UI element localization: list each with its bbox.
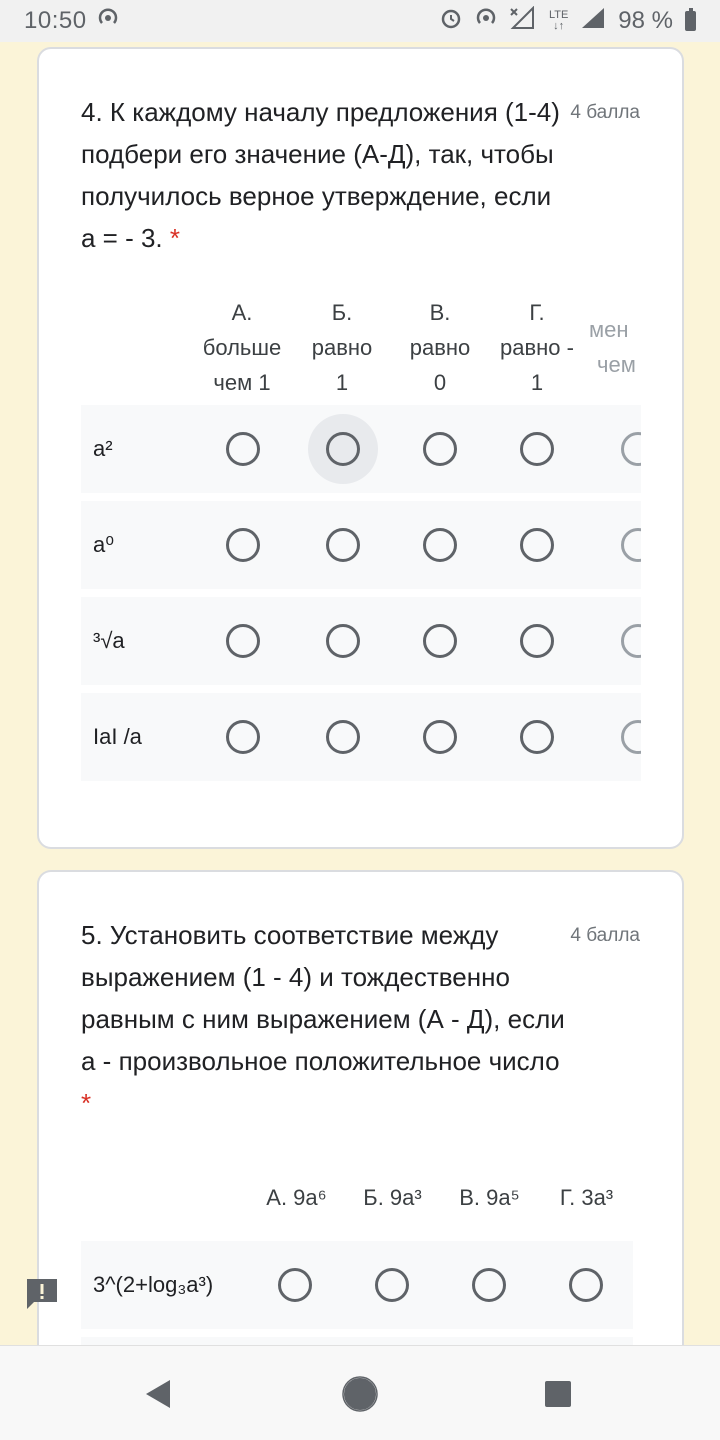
radio-row2-g[interactable] bbox=[520, 528, 554, 562]
radio-row1-g[interactable] bbox=[569, 1268, 603, 1302]
column-header-v: В. равно 0 bbox=[409, 300, 471, 395]
radio-clip bbox=[621, 720, 641, 756]
alarm-icon bbox=[439, 6, 463, 37]
radio-row3-a[interactable] bbox=[226, 624, 260, 658]
radio-row1-d[interactable] bbox=[621, 432, 641, 466]
grid-row-1 bbox=[81, 1241, 633, 1329]
column-header-g: Г. 3a³ bbox=[559, 1185, 614, 1210]
radio-row4-v[interactable] bbox=[423, 720, 457, 754]
required-mark: * bbox=[81, 1088, 92, 1118]
radio-row4-a[interactable] bbox=[226, 720, 260, 754]
grid-row-1 bbox=[81, 405, 641, 493]
radio-clip bbox=[621, 528, 641, 564]
no-signal-icon bbox=[509, 6, 537, 37]
radio-row1-b[interactable] bbox=[375, 1268, 409, 1302]
question-5-points: 4 балла bbox=[570, 925, 640, 946]
recents-icon[interactable] bbox=[538, 1374, 578, 1414]
hotspot-icon bbox=[97, 7, 119, 36]
radio-row4-b[interactable] bbox=[326, 720, 360, 754]
signal-icon bbox=[580, 6, 606, 37]
column-header-a: А. больше чем 1 bbox=[202, 300, 282, 395]
radio-row1-a[interactable] bbox=[226, 432, 260, 466]
column-header-g: Г. равно - 1 bbox=[500, 300, 574, 395]
battery-text: 98 % bbox=[618, 7, 673, 34]
required-mark: * bbox=[169, 223, 181, 253]
column-header-b: Б. 9a³ bbox=[363, 1185, 422, 1210]
grid-row-3 bbox=[81, 597, 641, 685]
column-header-v: В. 9a⁵ bbox=[459, 1185, 520, 1210]
radio-row2-v[interactable] bbox=[423, 528, 457, 562]
back-icon[interactable] bbox=[140, 1374, 180, 1414]
radio-row2-a[interactable] bbox=[226, 528, 260, 562]
grid-row-4 bbox=[81, 693, 641, 781]
row-label: a⁰ bbox=[93, 532, 115, 557]
radio-row1-a[interactable] bbox=[278, 1268, 312, 1302]
question-4-points: 4 балла bbox=[570, 102, 640, 123]
row-label: IaI /a bbox=[93, 724, 142, 749]
radio-row4-g[interactable] bbox=[520, 720, 554, 754]
radio-row1-g[interactable] bbox=[520, 432, 554, 466]
radio-row2-d[interactable] bbox=[621, 528, 641, 562]
radio-row3-g[interactable] bbox=[520, 624, 554, 658]
radio-row1-v[interactable] bbox=[472, 1268, 506, 1302]
home-icon[interactable] bbox=[340, 1374, 380, 1414]
row-label: a² bbox=[93, 436, 113, 461]
network-type: LTE ↓↑ bbox=[548, 9, 569, 32]
question-4-title: 4. К каждому началу предложения (1-4) подбери его значение (А-Д), так, чтобы получилось верное утверждение, если а = - 3. * bbox=[81, 97, 560, 253]
radio-row2-b[interactable] bbox=[326, 528, 360, 562]
column-header-d: мен чем bbox=[589, 317, 636, 377]
radio-row3-d[interactable] bbox=[621, 624, 641, 658]
battery-icon bbox=[685, 11, 696, 31]
column-header-b: Б. равно 1 bbox=[311, 300, 373, 395]
radio-row3-v[interactable] bbox=[423, 624, 457, 658]
row-label: ³√a bbox=[93, 628, 125, 653]
radio-row1-b[interactable] bbox=[326, 432, 360, 466]
radio-row4-d[interactable] bbox=[621, 720, 641, 754]
status-bar bbox=[0, 0, 720, 42]
radio-row1-v[interactable] bbox=[423, 432, 457, 466]
status-time: 10:50 bbox=[24, 7, 87, 34]
radio-clip bbox=[621, 432, 641, 468]
question-5-card bbox=[37, 870, 684, 1390]
row-label: 3^(2+log₃a³) bbox=[93, 1272, 214, 1297]
hotspot-icon bbox=[475, 7, 497, 36]
navigation-bar bbox=[0, 1345, 720, 1440]
radio-row3-b[interactable] bbox=[326, 624, 360, 658]
question-5-title: 5. Установить соответствие между выражением (1 - 4) и тождественно равным с ним выражением (А - Д), если а - произвольное положительное число * bbox=[81, 920, 565, 1118]
column-header-a: А. 9a⁶ bbox=[266, 1185, 327, 1210]
grid-row-2 bbox=[81, 501, 641, 589]
feedback-icon[interactable] bbox=[24, 1276, 60, 1312]
radio-clip bbox=[621, 624, 641, 660]
question-4-card bbox=[37, 47, 684, 849]
